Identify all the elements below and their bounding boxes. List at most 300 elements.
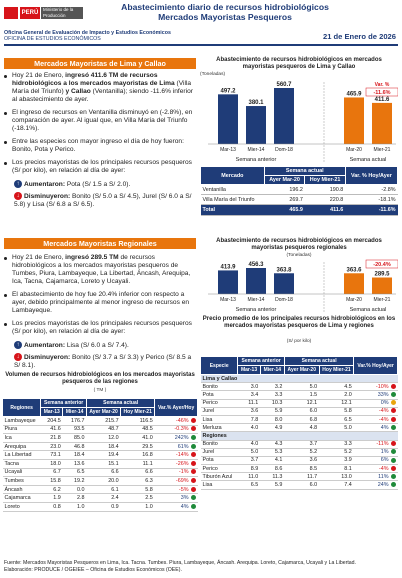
table-cell: 8.1 [319,465,354,473]
table-cell: 23.0 [41,442,63,451]
col-header: Mier-14 [63,408,87,417]
table-row [201,448,398,456]
table-cell: 24% [354,481,398,489]
table-cell: 46.8 [63,442,87,451]
bar [218,270,238,294]
table-cell: 6.0 [284,481,319,489]
table-cell: 3.4 [238,391,260,399]
table-row [201,424,398,432]
table-cell: -11% [354,440,398,448]
regional-text [4,254,196,370]
table-cell: Pota [201,456,238,464]
table-cell: 3.6 [238,407,260,415]
peru-flag-icon [4,7,18,19]
table-row [201,481,398,489]
table-cell: 196.2 [264,185,305,195]
table-cell: 19.4 [87,451,121,460]
table-cell: 204.5 [41,417,63,426]
table-row [3,425,198,434]
col-header: Ayer Mar-20 [284,366,319,375]
table-row [201,407,398,415]
table-cell: 3.9 [319,456,354,464]
data-label: 560.7 [276,82,292,88]
table-cell: -69% [155,477,198,486]
price-table-title: Precio promedio de los principales recursos hidrobiológicos en los mercados mayoristas pesqueros de Lima y regiones [202,316,396,329]
table-cell: 12.1 [319,399,354,407]
table-cell: 190.8 [305,185,345,195]
table-cell: 2.5 [121,494,155,503]
reg-increase: ↑ Aumentaron: Lisa (S/ 6.0 a S/ 7.4). [4,341,196,350]
peru-logo: PERÚ [20,7,40,19]
table-cell: 11.3 [260,473,284,481]
table-cell: 73.1 [41,451,63,460]
up-indicator-icon [191,444,196,449]
up-indicator-icon [391,449,396,454]
lima-decrease: ↓ Disminuyeron: Bonito (S/ 5.0 a S/ 4.5), Jurel (S/ 6.0 a S/ 5.8) y Lisa (S/ 6.8 a S/ 6.5). [14,192,192,208]
table-cell: -5% [155,485,198,494]
table-cell: 15.8 [41,477,63,486]
bar [344,97,364,144]
col-header: Mar-13 [41,408,63,417]
col-header: Var.% Ayer/Hoy [155,399,198,417]
lima-increase: ↑ Aumentaron: Pota (S/ 1.5 a S/ 2.0). [4,180,196,189]
tick-label: Mar-20 [346,147,362,153]
up-indicator-icon [191,435,196,440]
elaboration-note: Elaboración: PRODUCE / OGEIEE – Oficina de Estudios Económicos (OEE). [4,566,182,573]
table-cell: 11.1 [121,459,155,468]
table-cell: 4% [354,424,398,432]
table-cell: -11.6% [345,205,397,215]
table-cell: 1% [354,448,398,456]
table-cell: 7.8 [238,415,260,423]
tick-label: Mar-13 [220,297,236,303]
lima-paragraph-2: El ingreso de recursos en Ventanilla disminuyó en (-2.8%), en comparación de ayer. Al igual que, en Villa María del Triunfo (-18.1%). [4,109,196,133]
reg-paragraph-2: El abastecimiento de hoy fue 20.4% inferior con respecto a ayer, debido principalmente al menor ingreso de recursos en Lambayeque. [4,291,196,315]
table-cell: 11.0 [238,473,260,481]
chart1-unit: (Toneladas) [200,72,226,77]
table-cell: 6.5 [238,481,260,489]
group-row [201,432,398,440]
table-cell: 19.2 [63,477,87,486]
tick-label: Mar-20 [346,297,362,303]
table-cell: Jurel [201,448,238,456]
table-cell: -26% [155,459,198,468]
table-cell: -18.1% [345,195,397,205]
group-label: Semana anterior [235,157,277,163]
data-label: 289.5 [374,271,390,278]
table-cell: 6.3 [121,477,155,486]
col-header: Semana actual [264,167,345,176]
down-indicator-icon [391,466,396,471]
region-table-unit: ( TM ) [93,388,107,393]
table-cell: Ucayali [3,468,41,477]
table-cell: Lisa [201,415,238,423]
table-cell: Ventanilla [201,185,265,195]
table-cell: 1.5 [284,391,319,399]
chart2-title: Abastecimiento de recursos hidrobiológicos en mercados mayoristas pesqueros regionales [216,238,382,251]
bar [218,94,238,144]
table-cell: 6.1 [87,485,121,494]
table-cell: 3% [155,494,198,503]
tick-label: Mier-14 [247,147,265,153]
table-cell: 6.7 [41,468,63,477]
arrow-up-icon: ↑ [14,180,22,188]
price-table-unit: (S/ por kilo) [286,339,312,344]
table-cell: Loreto [3,502,41,511]
table-cell: 11.7 [284,473,319,481]
table-row [3,434,198,443]
table-row [201,456,398,464]
footer [4,560,356,574]
table-cell: 7.4 [319,481,354,489]
lima-paragraph-1: Hoy 21 de Enero, ingresó 411.6 TM de recursos hidrobiológicos a los mercados mayoristas de Lima (Villa María del Triunfo) y Callao (Ventanilla); siendo -11.6% inferior al abastecimiento de ayer. [4,72,196,104]
table-cell: 5.8 [319,407,354,415]
table-row [3,502,198,511]
up-indicator-icon [391,482,396,487]
table-cell: 48.7 [87,425,121,434]
office-name: Oficina General de Evaluación de Impacto y Estudios Económicos OFICINA DE ESTUDIOS ECONÓMICOS [4,30,171,43]
table-cell: 0.8 [41,502,63,511]
table-cell: -4% [354,415,398,423]
table-cell: 6% [354,456,398,464]
table-cell: Tiburón Azul [201,473,238,481]
table-cell: 4.0 [238,424,260,432]
table-cell: 5.8 [121,485,155,494]
col-header: Semana anterior [41,399,87,408]
table-cell: Bonito [201,383,238,391]
col-header: Regiones [3,399,41,417]
table-row [3,459,198,468]
up-indicator-icon [391,425,396,430]
table-cell: 29.5 [121,442,155,451]
table-cell: 18.0 [41,459,63,468]
table-cell: 8.0 [260,415,284,423]
tick-label: Mier-21 [373,147,391,153]
table-cell: 48.5 [121,425,155,434]
up-indicator-icon [191,495,196,500]
data-label: 411.6 [374,96,390,103]
table-cell: 5.0 [284,383,319,391]
table-cell: 18.4 [87,442,121,451]
table-cell: 5.3 [260,448,284,456]
table-cell: 0.9 [87,502,121,511]
table-cell: 41.6 [41,425,63,434]
down-indicator-icon [391,417,396,422]
lima-text [4,72,196,209]
table-cell: -14% [155,451,198,460]
table-cell: Jurel [201,407,238,415]
source-note: Fuente: Mercados Mayoristas Pesqueros en Lima, Ica. Tacna. Tumbes. Piura, Lambayeque, Áncash. Arequipa. Loreto, Cajamarca, Ucayali y La Libertad. [4,560,356,566]
table-cell: 61% [155,442,198,451]
table-cell: 2.0 [319,391,354,399]
arrow-down-icon: ↓ [14,353,22,361]
tick-label: Mier-21 [373,297,391,303]
col-header: Hoy Mier-21 [305,176,345,185]
table-cell: -2.8% [345,185,397,195]
table-row [3,451,198,460]
down-indicator-icon [191,478,196,483]
table-cell: 33% [354,391,398,399]
reg-decrease: ↓ Disminuyeron: Bonito (S/ 3.7 a S/ 3.3) y Perico (S/ 8.5 a S/ 8.1). [14,353,192,369]
col-header: Var. % Hoy/Ayer [345,167,397,185]
table-cell: 1.9 [41,494,63,503]
group-label: Semana actual [349,307,387,313]
table-cell: 6.0 [284,407,319,415]
table-cell: -4% [354,465,398,473]
table-cell: Total [201,205,265,215]
table-row [201,473,398,481]
bar [246,106,266,144]
table-row [3,485,198,494]
table-cell: -1% [155,468,198,477]
table-cell: 20.0 [87,477,121,486]
table-cell: 85.0 [63,434,87,443]
col-header: Semana actual [87,399,155,408]
chart1-title: Abastecimiento de recursos hidrobiológicos en mercados mayoristas pesqueros de Lima y Callao [216,57,382,70]
region-table-title: Volumen de recursos hidrobiológicos en los mercados mayoristas pesqueros de las regiones [5,372,195,385]
data-label: 465.9 [346,91,362,98]
table-cell: 41.0 [121,434,155,443]
table-cell: 3.7 [238,456,260,464]
table-row [201,465,398,473]
table-cell: 5.0 [238,448,260,456]
table-cell: 2.4 [87,494,121,503]
table-cell: Tacna [3,459,41,468]
table-cell: 18.4 [63,451,87,460]
table-row [3,442,198,451]
col-header: Var.% Hoy/Ayer [354,357,398,375]
table-row [201,195,398,205]
arrow-down-icon: ↓ [14,192,22,200]
table-cell: 8.6 [260,465,284,473]
down-indicator-icon [191,418,196,423]
table-cell: 5.2 [319,448,354,456]
table-cell: -0.3% [155,425,198,434]
col-header: Ayer Mar-20 [87,408,121,417]
table-cell: Lisa [201,481,238,489]
report-date: 21 de Enero de 2026 [322,32,396,41]
group-label: Lima y Callao [201,375,398,383]
table-cell: 93.5 [63,425,87,434]
table-cell: 215.7 [87,417,121,426]
table-cell: 4.8 [284,424,319,432]
table-cell: Villa María del Triunfo [201,195,265,205]
header [0,0,402,30]
reg-paragraph-3: Los precios mayoristas de los principales recursos pesqueros (S/ por kilo), en relación al día de ayer: [4,320,196,336]
group-label: Regiones [201,432,398,440]
chart2 [200,258,398,314]
tick-label: Dom-18 [275,147,293,153]
table-cell: 6.5 [63,468,87,477]
group-row [201,375,398,383]
up-indicator-icon [391,474,396,479]
col-header: Semana actual [284,357,353,366]
table-cell: 3.2 [260,383,284,391]
table-cell: Bonito [201,440,238,448]
table-cell: 116.5 [121,417,155,426]
table-cell: Ica [3,434,41,443]
table-cell: Cajamarca [3,494,41,503]
down-indicator-icon [191,461,196,466]
table-cell: 6.2 [41,485,63,494]
table-cell: 13.6 [63,459,87,468]
lima-banner: Mercados Mayoristas de Lima y Callao [4,58,196,69]
price-table [200,356,398,490]
col-header: Hoy Mier-21 [319,366,354,375]
table-cell: 11% [354,473,398,481]
table-cell: 4.3 [260,440,284,448]
table-cell: 220.8 [305,195,345,205]
lima-paragraph-3: Entre las especies con mayor ingreso el día de hoy fueron: Bonito, Pota y Perico. [4,138,196,154]
table-row [201,415,398,423]
table-cell: 1.0 [63,502,87,511]
table-cell: Piura [3,425,41,434]
table-cell: 4.1 [260,456,284,464]
col-header: Mier-14 [260,366,284,375]
table-row [3,477,198,486]
reg-paragraph-1: Hoy 21 de Enero, ingresó 289.5 TM de recursos hidrobiológicos a los mercados mayoristas pesqueros de Tumbes, Piura, Lambayeque, La Libertad, Áncash, Arequipa, Ica, Tacna, Cajamarca, Loreto y Ucayali. [4,254,196,286]
tick-label: Dom-18 [275,297,293,303]
down-indicator-icon [191,469,196,474]
table-cell: 4.9 [260,424,284,432]
up-indicator-icon [391,400,396,405]
table-cell: -46% [155,417,198,426]
table-row [3,468,198,477]
table-cell: 6.5 [319,415,354,423]
table-row [201,205,398,215]
table-cell: 8.5 [284,465,319,473]
data-label: 497.2 [220,88,236,95]
table-row [201,391,398,399]
col-header: Hoy Mier-21 [121,408,155,417]
table-cell: 411.6 [305,205,345,215]
table-cell: -4% [354,407,398,415]
table-cell: 21.8 [41,434,63,443]
group-label: Semana actual [349,157,387,163]
table-cell: Merluza [201,424,238,432]
col-header: Ayer Mar-20 [264,176,305,185]
table-cell: 465.9 [264,205,305,215]
table-cell: 6.6 [87,468,121,477]
table-cell: 4% [155,502,198,511]
lima-paragraph-4: Los precios mayoristas de los principales recursos pesqueros (S/ por kilo), en relación al día de ayer: [4,159,196,175]
data-label: 380.1 [248,100,264,107]
page-title: Abastecimiento diario de recursos hidrobiológicos Mercados Mayoristas Pesqueros [121,2,329,22]
down-indicator-icon [191,452,196,457]
table-cell: 3.3 [260,391,284,399]
table-row [201,185,398,195]
region-table [2,398,198,512]
table-cell: 0.0 [63,485,87,494]
col-header: Especie [201,357,238,375]
table-cell: 3.3 [319,440,354,448]
group-label: Semana anterior [235,307,277,313]
table-cell: 4.5 [319,383,354,391]
down-indicator-icon [391,384,396,389]
down-indicator-icon [391,408,396,413]
col-header: Mercado [201,167,265,185]
table-cell: 6.8 [284,415,319,423]
data-label: 363.8 [276,267,292,274]
table-cell: 1.0 [121,502,155,511]
table-cell: 8.9 [238,465,260,473]
table-cell: Perico [201,399,238,407]
data-label: 363.6 [346,267,362,274]
ministry-logo: Ministerio de la Producción [41,7,83,19]
lima-market-table [200,166,398,216]
tick-label: Mier-14 [247,297,265,303]
bar [344,273,364,294]
regional-banner: Mercados Mayoristas Regionales [4,238,196,249]
bar [372,103,392,144]
table-cell: 269.7 [264,195,305,205]
table-cell: 12.1 [284,399,319,407]
table-row [201,399,398,407]
table-cell: 5.0 [319,424,354,432]
chart2-unit: (Toneladas) [286,253,312,258]
table-cell: La Libertad [3,451,41,460]
table-cell: Arequipa [3,442,41,451]
table-row [201,440,398,448]
divider [4,44,398,46]
var-label: Var. % [374,82,390,88]
table-cell: 15.1 [87,459,121,468]
table-cell: 16.8 [121,451,155,460]
data-label: 456.3 [248,262,264,268]
col-header: Semana anterior [238,357,285,366]
var-value: -20.4% [373,262,391,268]
table-row [3,494,198,503]
col-header: Mar-13 [238,366,260,375]
table-cell: 3.7 [284,440,319,448]
table-cell: 12.0 [87,434,121,443]
up-indicator-icon [191,504,196,509]
arrow-up-icon: ↑ [14,341,22,349]
table-cell: Áncash [3,485,41,494]
down-indicator-icon [191,487,196,492]
table-cell: 176.7 [63,417,87,426]
table-cell: -10% [354,383,398,391]
table-cell: 5.9 [260,481,284,489]
bar [372,278,392,294]
table-cell: 3.0 [238,383,260,391]
down-indicator-icon [391,441,396,446]
table-cell: 3.6 [284,456,319,464]
down-indicator-icon [191,426,196,431]
bar [246,268,266,294]
bar [274,273,294,294]
bar [274,88,294,144]
chart1 [200,78,398,164]
table-cell: Perico [201,465,238,473]
up-indicator-icon [391,458,396,463]
tick-label: Mar-13 [220,147,236,153]
table-cell: 2.8 [63,494,87,503]
table-cell: 242% [155,434,198,443]
up-indicator-icon [391,392,396,397]
table-cell: 10.3 [260,399,284,407]
table-cell: 4.0 [238,440,260,448]
data-label: 413.9 [220,264,236,271]
table-cell: 13.0 [319,473,354,481]
table-cell: 0% [354,399,398,407]
var-value: -11.6% [373,90,391,96]
table-cell: 5.2 [284,448,319,456]
table-cell: 6.6 [121,468,155,477]
table-cell: Tumbes [3,477,41,486]
table-cell: Pota [201,391,238,399]
table-row [201,383,398,391]
